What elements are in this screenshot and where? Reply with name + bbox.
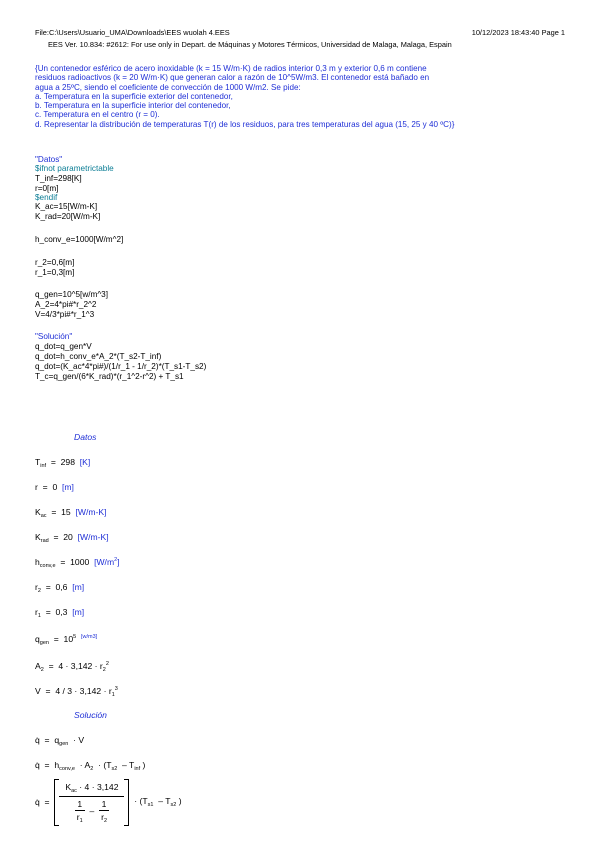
code-line: q_dot=q_gen*V bbox=[35, 342, 92, 351]
code-line: r_1=0,3[m] bbox=[35, 268, 75, 277]
eq-qdot-1: q̇ = $q_{gen} \cdot V$ bbox=[35, 735, 85, 747]
eq-unit: [K] bbox=[79, 457, 91, 467]
code-line: q_dot=(K_ac*4*pi#)/(1/r_1 - 1/r_2)*(T_s1-T_s2) bbox=[35, 362, 207, 371]
code-line: T_inf=298[K] bbox=[35, 174, 82, 183]
eq-expression: 4 / 3 · 3,142 · r bbox=[55, 686, 112, 696]
eq-tinf: $T_{inf} = 298$ [K] bbox=[35, 457, 91, 469]
eq-value: 15 bbox=[61, 507, 71, 517]
eq-exponent: 5 bbox=[73, 634, 77, 640]
problem-line: c. Temperatura en el centro (r = 0). bbox=[35, 110, 160, 120]
code-line: q_dot=h_conv_e*A_2*(T_s2-T_inf) bbox=[35, 352, 162, 361]
eq-r: r = 0 [m] bbox=[35, 482, 74, 492]
eq-symbol: q̇ bbox=[35, 760, 40, 770]
problem-line: a. Temperatura en la superficie exterior del contenedor, bbox=[35, 91, 233, 101]
code-endif: $endif bbox=[35, 193, 58, 202]
eq-symbol: K bbox=[35, 507, 41, 517]
eq-symbol: T bbox=[35, 457, 41, 467]
eq-subscript: ac bbox=[40, 513, 47, 519]
eq-subscript: 2 bbox=[40, 667, 44, 673]
eq-subscript: inf bbox=[40, 463, 47, 469]
eq-subscript: gen bbox=[39, 640, 49, 646]
datetime-page: 10/12/2023 18:43:40 Page 1 bbox=[471, 28, 565, 37]
bracket-expression bbox=[54, 779, 129, 826]
code-line: h_conv_e=1000[W/m^2] bbox=[35, 235, 124, 244]
eq-qdot-3: q̇ = $K_{ac} \cdot 4 \cdot 3,142$ $\frac{1}{r_1}$ – $\frac{1}{r_2}$ · ($T_{s1} - T_{s2}$ ) bbox=[35, 780, 182, 824]
code-line: T_c=q_gen/(6*K_rad)*(r_1^2-r^2) + T_s1 bbox=[35, 372, 184, 381]
code-line: q_gen=10^5[w/m^3] bbox=[35, 290, 109, 299]
eq-value: 0,3 bbox=[55, 607, 68, 617]
eq-value: 20 bbox=[63, 532, 73, 542]
code-line: V=4/3*pi#*r_1^3 bbox=[35, 310, 95, 319]
code-datos-title: "Datos" bbox=[35, 155, 63, 164]
eq-unit: [w/m3] bbox=[80, 634, 98, 640]
formatted-datos-title: Datos bbox=[74, 432, 97, 442]
inner-fraction: $\frac{1}{r_1}$ bbox=[76, 798, 83, 824]
eq-unit: [m] bbox=[72, 607, 85, 617]
eq-symbol: q̇ bbox=[35, 797, 40, 807]
eq-symbol: A bbox=[35, 661, 41, 671]
problem-line: d. Representar la distribución de temperaturas T(r) de los residuos, para tres temperaturas del agua (15, 25 y 40 ºC)} bbox=[35, 119, 455, 129]
problem-line: residuos radioactivos (k = 20 W/m·K) que generan calor a razón de 10^5W/m3. El contenedor está bañado en bbox=[35, 73, 430, 83]
formatted-solucion-title: Solución bbox=[74, 710, 107, 720]
eq-symbol: h bbox=[35, 557, 40, 567]
eq-r2: $r_2 = 0,6$ [m] bbox=[35, 582, 85, 594]
code-solucion-title: "Solución" bbox=[35, 332, 73, 341]
eq-symbol: r bbox=[35, 607, 38, 617]
problem-statement bbox=[35, 64, 454, 129]
problem-line: b. Temperatura en la superficie interior del contenedor, bbox=[35, 101, 231, 111]
eq-subscript: 1 bbox=[37, 613, 41, 619]
code-line: K_ac=15[W/m-K] bbox=[35, 202, 98, 211]
eq-symbol: r bbox=[35, 582, 38, 592]
eq-qgen: $q_{gen} = 10^5$ [w/m3] bbox=[35, 634, 98, 646]
eq-symbol: K bbox=[35, 532, 41, 542]
eq-subscript: rad bbox=[40, 538, 49, 544]
file-path: File:C:\Users\Usuario_UMA\Downloads\EES wuolah 4.EES bbox=[35, 28, 230, 37]
eq-unit: [W/m-K] bbox=[77, 532, 109, 542]
eq-krad: $K_{rad} = 20$ [W/m-K] bbox=[35, 532, 109, 544]
eq-qdot-2: q̇ = $h_{conv,e} \cdot A_2 \cdot (T_{s2} - T_{inf}$ ) bbox=[35, 760, 146, 772]
code-line: A_2=4*pi#*r_2^2 bbox=[35, 300, 97, 309]
code-line: r=0[m] bbox=[35, 184, 59, 193]
problem-line: {Un contenedor esférico de acero inoxidable (k = 15 W/m·K) de radios interior 0,3 m y exterior 0,6 m contiene bbox=[35, 64, 427, 73]
fraction-numerator: $K_{ac} \cdot 4 \cdot 3,142$ bbox=[59, 781, 124, 797]
eq-value: 0,6 bbox=[55, 582, 68, 592]
eq-unit: [W/m-K] bbox=[75, 507, 107, 517]
code-line: K_rad=20[W/m-K] bbox=[35, 212, 101, 221]
version-line: EES Ver. 10.834: #2612: For use only in Depart. de Máquinas y Motores Térmicos, Universidad de Malaga, Malaga, Espain bbox=[48, 40, 452, 49]
eq-value: 1000 bbox=[70, 557, 90, 567]
eq-symbol: q bbox=[35, 634, 40, 644]
eq-symbol: q̇ bbox=[35, 735, 40, 745]
main-fraction bbox=[59, 781, 124, 824]
eq-subscript: conv,e bbox=[39, 563, 56, 569]
eq-subscript: 2 bbox=[37, 588, 41, 594]
eq-hconv: $h_{conv,e} = 1000$ $[W/m^2]$ bbox=[35, 557, 120, 569]
eq-value: 298 bbox=[60, 457, 75, 467]
code-ifnot: $ifnot parametrictable bbox=[35, 164, 114, 173]
problem-line: agua a 25ºC, siendo el coeficiente de convección de 1000 W/m2. Se pide: bbox=[35, 82, 301, 92]
eq-kac: $K_{ac} = 15$ [W/m-K] bbox=[35, 507, 107, 519]
eq-unit: [m] bbox=[62, 482, 74, 492]
eq-unit: $[W/m^2]$ bbox=[94, 557, 120, 567]
eq-value: 0 bbox=[52, 482, 58, 492]
eq-symbol: V bbox=[35, 686, 41, 696]
eq-value: 10 bbox=[63, 634, 74, 644]
eq-a2: $A_2 = 4 \cdot 3,142 \cdot r_2^2$ bbox=[35, 661, 109, 673]
eq-symbol: r bbox=[35, 482, 38, 492]
eq-r1: $r_1 = 0,3$ [m] bbox=[35, 607, 85, 619]
eq-expression: 4 · 3,142 · r bbox=[58, 661, 103, 671]
eq-v: $V = 4 / 3 \cdot 3,142 \cdot r_1^3$ bbox=[35, 686, 118, 698]
code-line: r_2=0,6[m] bbox=[35, 258, 75, 267]
inner-fraction: $\frac{1}{r_2}$ bbox=[101, 798, 108, 824]
eq-unit: [m] bbox=[72, 582, 85, 592]
fraction-denominator: $\frac{1}{r_1}$ – $\frac{1}{r_2}$ bbox=[76, 798, 108, 824]
